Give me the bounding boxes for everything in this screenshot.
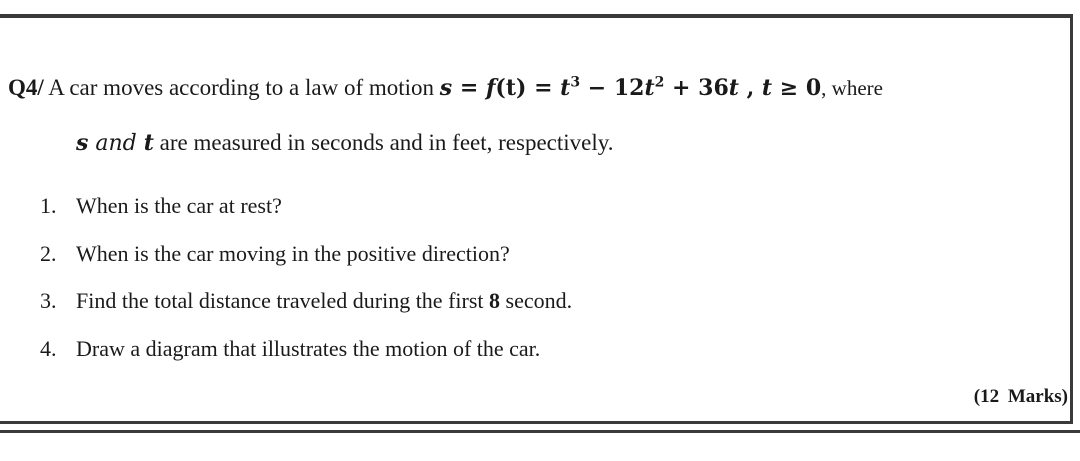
motion-equation: [440, 75, 821, 101]
eq-equals-1: =: [452, 75, 486, 101]
cond-t: t: [761, 75, 773, 101]
question-line-1: [8, 70, 1070, 106]
item-number: 2.: [40, 240, 57, 266]
item-text: Draw a diagram that illustrates the motion of the car.: [76, 335, 541, 361]
item-number: 4.: [40, 335, 57, 361]
list-item: [40, 188, 572, 236]
list-item: [40, 283, 572, 331]
item-text: When is the car moving in the positive direction?: [76, 240, 510, 266]
eq-exp2: 2: [654, 74, 665, 91]
cond-rest: ≥ 0: [772, 75, 822, 101]
line2-s: [76, 131, 88, 156]
line2-t-var: t: [143, 130, 154, 156]
eq-exp3: 3: [570, 74, 581, 91]
item-text-after: second.: [500, 288, 573, 313]
item-number: 1.: [40, 193, 57, 218]
eq-t2: t: [644, 75, 655, 101]
eq-t3: t: [560, 75, 571, 101]
line2-t: [144, 131, 154, 156]
eq-f: f: [485, 75, 496, 101]
eq-arg: (t): [495, 75, 527, 101]
item-text: Find the total distance traveled during the first: [76, 288, 490, 313]
eq-comma: ,: [738, 75, 762, 101]
line2-and: and: [88, 131, 144, 156]
sub-question-list: [40, 188, 572, 378]
item-number: 3.: [40, 288, 57, 313]
eq-equals-2: =: [526, 75, 561, 101]
line2-rest: are measured in seconds and in feet, respectively.: [153, 130, 614, 155]
line2-s-var: s: [76, 130, 89, 156]
eq-plus: + 36: [664, 75, 729, 101]
eq-s: s: [439, 75, 453, 101]
marks-label: (12 Marks): [973, 386, 1068, 407]
question-intro: A car moves according to a law of motion: [43, 75, 440, 100]
list-item: [40, 331, 572, 379]
list-item: [40, 236, 572, 284]
item-text: When is the car at rest?: [76, 193, 282, 218]
where-text: , where: [821, 76, 883, 100]
bottom-rule: [0, 430, 1080, 433]
question-label: Q4/: [8, 75, 44, 100]
question-line-2: [76, 125, 614, 162]
eq-minus: − 12: [580, 75, 645, 101]
item-bold-number: 8: [489, 288, 501, 313]
eq-t1: t: [728, 75, 739, 101]
